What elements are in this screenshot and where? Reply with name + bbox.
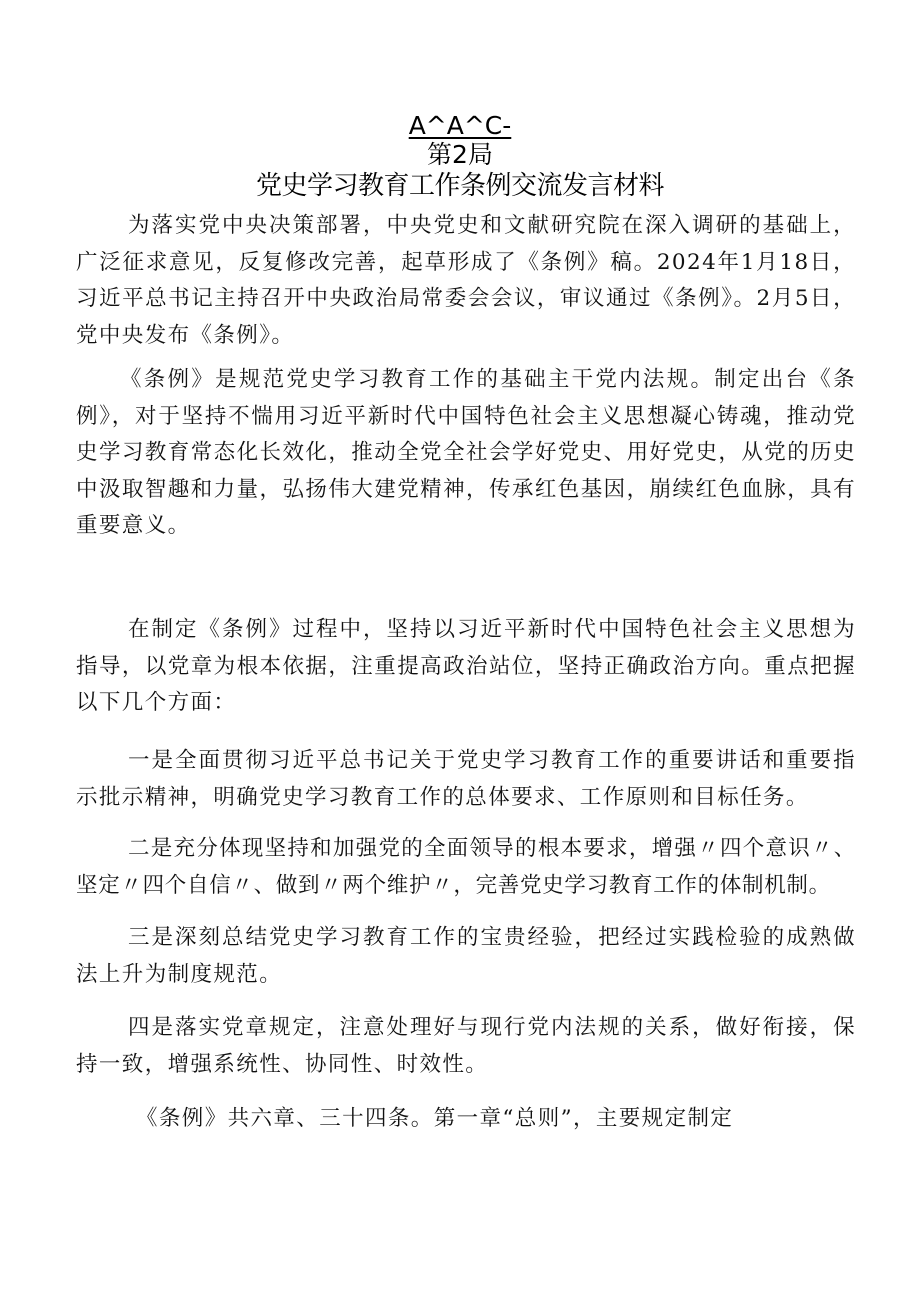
header-code: A^A^C- — [408, 111, 512, 140]
paragraph-6: 三是深刻总结党史学习教育工作的宝贵经验，把经过实践检验的成熟做法上升为制度规范。 — [76, 925, 856, 987]
paragraph-8: 《条例》共六章、三十四条。第一章“总则”，主要规定制定 — [136, 1106, 734, 1131]
paragraph-5: 二是充分体现坚持和加强党的全面领导的根本要求，增强〃四个意识〃、坚定〃四个自信〃、做到〃两个维护〃，完善党史学习教育工作的体制机制。 — [76, 836, 856, 898]
document-title: 党史学习教育工作条例交流发言材料 — [255, 171, 664, 201]
paragraph-1: 为落实党中央决策部署，中央党史和文献研究院在深入调研的基础上，广泛征求意见，反复修改完善，起草形成了《条例》稿。2024年1月18日，习近平总书记主持召开中央政治局常委会会议，审议通过《条例》。2月5日，党中央发布《条例》。 — [76, 213, 856, 348]
paragraph-4: 一是全面贯彻习近平总书记关于党史学习教育工作的重要讲话和重要指示批示精神，明确党史学习教育工作的总体要求、工作原则和目标任务。 — [76, 748, 856, 810]
header-subline: 第2局 — [427, 140, 493, 169]
paragraph-2: 《条例》是规范党史学习教育工作的基础主干党内法规。制定出台《条例》，对于坚持不惴用习近平新时代中国特色社会主义思想凝心铸魂，推动党史学习教育常态化长效化，推动全党全社会学好党史、用好党史，从党的历史中汲取智趣和力量，弘扬伟大建党精神，传承红色基因，崩续红色血脉，具有重要意义。 — [76, 367, 856, 538]
paragraph-3: 在制定《条例》过程中，坚持以习近平新时代中国特色社会主义思想为指导，以党章为根本依据，注重提高政治站位，坚持正确政治方向。重点把握以下几个方面： — [76, 617, 856, 715]
paragraph-7: 四是落实党章规定，注意处理好与现行党内法规的关系，做好衔接，保持一致，增强系统性、协同性、时效性。 — [76, 1015, 856, 1077]
